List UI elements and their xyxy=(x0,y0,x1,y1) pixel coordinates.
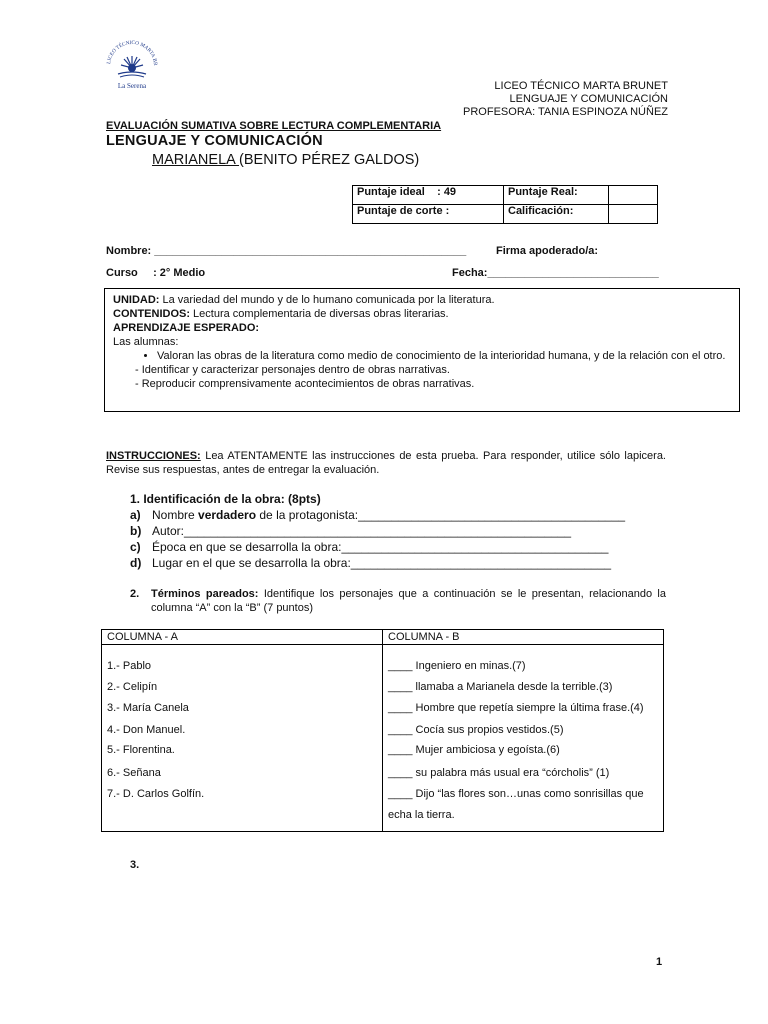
subject-title: LENGUAJE Y COMUNICACIÓN xyxy=(106,133,323,149)
unit-label: UNIDAD: xyxy=(113,294,160,306)
course-label: Curso xyxy=(106,267,138,279)
item-blank: ________________________________________ xyxy=(341,540,609,554)
item-text: Nombre xyxy=(152,508,199,522)
students-label: Las alumnas: xyxy=(113,336,179,348)
expected-learning-label: APRENDIZAJE ESPERADO: xyxy=(113,322,260,334)
book-name: MARIANELA xyxy=(152,152,240,168)
column-b-item[interactable]: ____ Cocía sus propios vestidos.(5) xyxy=(388,724,564,736)
question-1d[interactable] xyxy=(130,556,611,570)
question-1-title: 1. Identificación de la obra: (8pts) xyxy=(130,492,321,506)
column-divider xyxy=(382,630,383,831)
item-text: Época en que se desarrolla la obra: xyxy=(152,540,342,554)
column-b-item[interactable]: ____ Ingeniero en minas.(7) xyxy=(388,660,526,672)
column-b-item[interactable]: ____ Hombre que repetía siempre la última frase.(4) xyxy=(388,702,644,714)
header-divider xyxy=(102,644,663,645)
book-author: (BENITO PÉREZ GALDOS) xyxy=(239,152,420,168)
question-2 xyxy=(130,587,666,615)
evaluation-title: EVALUACIÓN SUMATIVA SOBRE LECTURA COMPLEMENTARIA xyxy=(106,120,442,132)
course-value: : 2° Medio xyxy=(153,267,206,279)
ideal-score-label: Puntaje ideal xyxy=(357,186,425,198)
question-1b[interactable] xyxy=(130,524,571,538)
question-1c[interactable] xyxy=(130,540,608,554)
column-a-item: 3.- María Canela xyxy=(107,702,189,714)
item-key: d) xyxy=(130,556,142,570)
item-blank: _______________________________________ xyxy=(350,556,612,570)
learning-dash-2: - Reproducir comprensivamente acontecimientos de obras narrativas. xyxy=(135,378,475,390)
contents-line xyxy=(113,307,731,321)
column-a-item: 7.- D. Carlos Golfín. xyxy=(107,788,205,800)
column-b-item-continuation: echa la tierra. xyxy=(388,809,455,821)
item-key: b) xyxy=(130,524,142,538)
logo-arc-text: LICEO TÉCNICO MARTA BR xyxy=(106,40,159,66)
grade-cell: Calificación: xyxy=(504,205,609,224)
column-a-header: COLUMNA - A xyxy=(107,631,178,643)
page-number: 1 xyxy=(656,956,663,968)
item-blank: de la protagonista:________________________________________ xyxy=(256,508,626,522)
unit-text: La variedad del mundo y de lo humano comunicada por la literatura. xyxy=(159,294,495,306)
item-text: Lugar en el que se desarrolla la obra: xyxy=(152,556,351,570)
learning-dash-1: - Identificar y caracterizar personajes dentro de obras narrativas. xyxy=(135,364,450,376)
learning-list xyxy=(113,349,731,363)
contents-text: Lectura complementaria de diversas obras literarias. xyxy=(190,308,449,320)
column-b-header: COLUMNA - B xyxy=(388,631,460,643)
column-a-item: 5.- Florentina. xyxy=(107,744,175,756)
instructions-label: INSTRUCCIONES: xyxy=(106,450,201,462)
book-title xyxy=(152,152,419,168)
guardian-signature-field[interactable]: Firma apoderado/a: xyxy=(496,245,599,257)
column-b-item[interactable]: ____ llamaba a Marianela desde la terrible.(3) xyxy=(388,681,613,693)
score-table xyxy=(352,185,658,224)
item-blank: __________________________________________________________ xyxy=(184,524,572,538)
instructions-text: Lea ATENTAMENTE las instrucciones de esta prueba. Para responder, utilice sólo lapicera. Revise sus respuestas, antes de entregar la evaluación. xyxy=(106,450,666,476)
question-2-label: Términos pareados: xyxy=(151,588,259,600)
column-a-item: 1.- Pablo xyxy=(107,660,152,672)
question-1a[interactable] xyxy=(130,508,625,522)
item-key: a) xyxy=(130,508,141,522)
instructions xyxy=(106,449,666,477)
column-a-item: 2.- Celipín xyxy=(107,681,158,693)
date-field[interactable]: Fecha:____________________________ xyxy=(452,267,659,279)
unit-box xyxy=(104,288,740,412)
item-text: Autor: xyxy=(152,524,185,538)
logo-text xyxy=(104,40,158,66)
unit-line xyxy=(113,293,731,307)
real-score-cell: Puntaje Real: xyxy=(504,186,609,205)
contents-label: CONTENIDOS: xyxy=(113,308,190,320)
matching-table xyxy=(101,629,664,832)
question-2-text xyxy=(151,587,666,615)
column-b-item[interactable]: ____ Dijo “las flores son…unas como sonrisillas que xyxy=(388,788,644,800)
column-b-item[interactable]: ____ su palabra más usual era “córcholis” (1) xyxy=(388,767,610,779)
question-2-number: 2. xyxy=(130,588,140,600)
course-field xyxy=(106,267,205,279)
subject-name: LENGUAJE Y COMUNICACIÓN xyxy=(509,93,668,105)
school-name: LICEO TÉCNICO MARTA BRUNET xyxy=(494,80,668,92)
cut-score-cell: Puntaje de corte : xyxy=(353,205,504,224)
teacher-name: PROFESORA: TANIA ESPINOZA NÚÑEZ xyxy=(463,106,668,118)
logo-caption: La Serena xyxy=(117,82,147,90)
item-key: c) xyxy=(130,540,141,554)
column-a-item: 6.- Señana xyxy=(107,767,161,779)
name-field[interactable]: Nombre: ___________________________________________________ xyxy=(106,245,467,257)
column-b-item[interactable]: ____ Mujer ambiciosa y egoísta.(6) xyxy=(388,744,560,756)
ideal-score-cell xyxy=(353,186,504,205)
real-score-input[interactable] xyxy=(609,186,658,205)
column-a-item: 4.- Don Manuel. xyxy=(107,724,186,736)
learning-bullet: • Valoran las obras de la literatura como medio de conocimiento de la interioridad humana, y de la relación con el otro. xyxy=(157,349,731,363)
item-bold: verdadero xyxy=(198,508,257,522)
question-3-number: 3. xyxy=(130,859,140,871)
ideal-score-value: : 49 xyxy=(437,186,457,198)
grade-input[interactable] xyxy=(609,205,658,224)
question-2-body: Identifique los personajes que a continuación se le presentan, relacionando la columna “A” con la “B” (7 puntos) xyxy=(151,588,666,614)
school-header xyxy=(463,80,668,119)
